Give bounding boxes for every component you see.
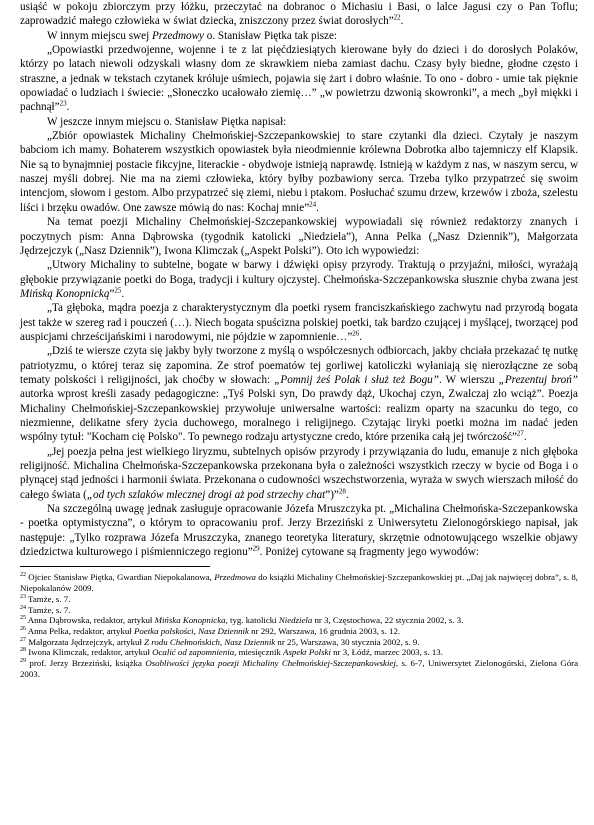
text-run: . Poniżej cytowane są fragmenty jego wywodów: [259,546,479,559]
italic-text: Przedmowa [214,572,256,583]
paragraph [20,115,578,129]
document-page [20,0,578,679]
footnote-ref: 24 [309,200,317,209]
footnote-ref: 27 [516,429,524,438]
italic-text: Mińską Konopnicką [20,287,110,300]
footnote [20,637,578,648]
text-run: nr 3, Częstochowa, 22 stycznia 2002, s. 3. [312,615,464,626]
text-run: do książki Michaliny Chełmońskiej-Szczepankowskiej pt. „Daj jak najwięcej dobra”, s. 8, Niepokalanów 2009. [20,572,578,594]
text-run: . [345,488,349,501]
footnote-number: 23 [20,593,26,600]
italic-text: Mińska Konopnicka [154,615,226,626]
italic-text: Nasz Dziennik [224,636,276,647]
italic-text: „Prezentuj broń” [498,373,578,386]
text-run: „Opowiastki przedwojenne, wojenne i te z lat pięćdziesiątych kierowane były do dzieci i do dorosłych Polaków, którzy po latach niewoli odzyskali własny dom ze skrawkiem nieba zamiast dachu. Czasy były biedne, głodne często i straszne, a jednak w tekstach czytanek króluje uśmiech, pojawia się żart i dobro właśnie. To ono - dobro - umie tak pięknie opowiadać o ludziach i świecie: „Słoneczko ucałowało ziemię…” „w powietrzu dzwonią skowronki”, a mech „był miękki i pachnął” [20,44,578,114]
italic-text: Niedziela [278,615,313,626]
footnote-number: 22 [20,572,26,579]
footnote-number: 24 [20,604,26,611]
footnotes [20,572,578,679]
text-run: W innym miejscu swej [47,29,152,42]
footnote [20,605,578,616]
footnote [20,647,578,658]
paragraph [20,0,578,29]
text-run: Tamże, s. 7. [26,604,71,615]
italic-text: Poetka polskości [133,625,194,636]
quote-paragraph [20,301,578,344]
footnote-number: 27 [20,636,26,643]
paragraph [20,215,578,258]
footnote [20,594,578,605]
text-run: nr 25, Warszawa, 30 stycznia 2002, s. 9. [275,636,420,647]
text-run: nr 292, Warszawa, 16 grudnia 2003, s. 12. [248,625,401,636]
text-run: ”)” [325,488,339,501]
text-run: „Zbiór opowiastek Michaliny Chełmońskiej-Szczepankowskiej to stare czytanki dla dzieci. Czytały je naszym babciom ich mamy. Bohaterem wszystkich opowiastek była nieodmiennie królewna Dobrotka albo tajemniczy elf Klapsik. Nie są to bynajmniej postacie fikcyjne, literackie - obydwoje istnieją naprawdę. Istnieją w każdym z nas, w naszym sercu, w naszej myśli dobrej. Nie ma na ziemi człowieka, który byłby pozbawiony serca. Trzeba tylko przypatrzeć się swoim intencjom, słowom i gestom. Albo przypatrzeć się ziemi, niebu i ptakom. Posłuchać szumu drzew, krzewów i zboża, szelestu liści i brzęku owadów. One zawsze mówią do nas: Kochaj mnie” [20,130,578,214]
text-run: Ojciec Stanisław Piętka, Gwardian Niepokalanowa, [26,572,215,583]
italic-text: Aspekt Polski [283,647,331,658]
text-run: , [193,625,199,636]
text-run: Na szczególną uwagę jednak zasługuje opracowanie Józefa Mruszczyka pt. „Michalina Chełmońska-Szczepankowska - poetka optymistyczna”, o którym to opracowaniu prof. Jerzy Brzeziński z Uniwersytetu Zielonogórskiego napisał, jak następuje: „Tylko rozprawa Józefa Mruszczyka, znanego teoretyka literatury, skrzętnie odnotowującego wszelkie objawy dziedzictwa kulturowego i piśmienniczego regionu” [20,503,578,559]
footnote [20,572,578,593]
text-run: Iwona Klimczak, redaktor, artykuł [26,647,153,658]
text-run: o. Stanisław Piętka tak pisze: [203,29,338,42]
text-run: . [359,330,363,343]
text-run: , [219,636,225,647]
quote-paragraph [20,258,578,301]
footnote-number: 28 [20,647,26,654]
footnote [20,626,578,637]
footnote-number: 25 [20,615,26,622]
italic-text: Nasz Dziennik [198,625,249,636]
text-run: „Ta głęboka, mądra poezja z charakterystycznym dla poetki rysem franciszkańskiego zachwytu nad przyrodą bogata jest także w szereg rad i pouczeń (…). Niech bogata spuścizna polskiej poetki, tak bardzo czującej i myślącej, tworzącej pod auspicjami chrześcijańskimi i narodowymi, nie pójdzie w zapomnienie…” [20,302,578,343]
footnote-ref: 25 [114,286,122,295]
italic-text: Ocalić od zapomnienia [152,647,235,658]
text-run: W jeszcze innym miejscu o. Stanisław Piętka napisał: [47,115,287,128]
quote-paragraph [20,129,578,215]
italic-text: „Pomnij żeś Polak i służ też Bogu” [274,373,439,386]
italic-text: „od tych szlaków mlecznej drogi aż pod strzechy chat [86,488,326,501]
text-run: , tyg. katolicki [225,615,279,626]
text-run: . [66,101,70,114]
footnote [20,615,578,626]
text-run: Anna Dąbrowska, redaktor, artykuł [26,615,155,626]
text-run: prof. Jerzy Brzeziński, książka [26,658,146,669]
text-run: „Dziś te wiersze czyta się jakby były tworzone z myślą o współczesnych odbiorcach, jakby chciała przekazać tę nutkę patriotyzmu, o której teraz się zapomina. Ze strof poematów tej gorliwej katoliczki wyłaniają się nierozłączne ze sobą tematy polskości i religijności, jak choćby w słowach: [20,345,578,386]
text-run: nr 3, Łódź, marzec 2003, s. 13. [330,647,443,658]
text-run: autorka wprost kreśli zasady pedagogiczne: „Tyś Polski syn, Do prawdy dąż, Ukochaj czyn, Zwalczaj zło wciąż”. Poezja Michaliny Chełmońskiej-Szczepankowskiej przywołuje uniwersalne wartości: realizm oparty na szacunku do tego, co niezmienne, delikatne sfery życia duchowego, moralnego i religijnego. Czytając liryki poetki można im nadać jeden wspólny tytuł: "Kocham cię Polsko". To pewnego rodzaju artystyczne credo, które przenika całą jej twórczość” [20,388,578,444]
paragraph [20,502,578,559]
quote-paragraph [20,344,578,444]
footnote [20,658,578,679]
text-run: Tamże, s. 7. [26,593,71,604]
main-text [20,0,578,559]
text-run: . [316,201,319,214]
text-run: „Utwory Michaliny to subtelne, bogate w barwy i dźwięki opisy przyrody. Traktują o przyjaźni, miłości, wyrażają głębokie przywiązanie poetki do Boga, tradycji i kultury ojczystej. Chełmońska-Szczepankowska słusznie chyba zwana jest [20,259,578,286]
text-run: ” [109,287,115,300]
footnote-ref: 23 [59,99,67,108]
quote-paragraph [20,445,578,502]
paragraph [20,29,578,43]
text-run: . [121,287,125,300]
text-run: . W wierszu [438,373,499,386]
footnote-number: 29 [20,658,26,665]
text-run: Na temat poezji Michaliny Chełmońskiej-Szczepankowskiej wypowiadali się również redaktorzy znanych i poczytnych pism: Anna Dąbrowska (tygodnik katolicki „Niedziela”), Anna Pelka („Nasz Dziennik”), Małgorzata Jędrzejczyk („Nasz Dziennik”), Iwona Klimczak („Aspekt Polski”). Oto ich wypowiedzi: [20,216,578,257]
footnote-ref: 28 [338,486,346,495]
text-run: Małgorzata Jędrzejczyk, artykuł [26,636,145,647]
text-run: usiąść w pokoju zbiorczym przy łóżku, przeczytać na dobranoc o Michasiu i Basi, o lalce Jagusi czy o Pan Toflu; zaprowadzić małego człowieka w świat dziecka, zniszczony przez świat dorosłych” [20,1,578,28]
text-run: , s. 6-7, Uniwersytet Zielonogórski, Zielona Góra 2003. [20,658,579,679]
footnote-separator [20,566,210,567]
text-run: Anna Pelka, redaktor, artykuł [26,625,134,636]
footnote-ref: 29 [252,544,260,553]
quote-paragraph [20,43,578,115]
italic-text: Przedmowy [152,29,204,42]
footnote-ref: 26 [352,329,360,338]
footnote-number: 26 [20,625,26,632]
italic-text: Z rodu Chełmońskich [144,636,220,647]
footnote-ref: 22 [393,13,401,22]
text-run: . [523,431,527,444]
text-run: , miesięcznik [234,647,284,658]
italic-text: Osobliwości języka poezji Michaliny Chełmońskiej-Szczepankowskiej [145,658,396,669]
text-run: „Jej poezja pełna jest wielkiego liryzmu, subtelnych opisów przyrody i przywiązania do ludu, emanuje z nich głęboka religijność. Michalina Chełmońska-Szczepankowska przekonana była o zależności wszystkich rzeczy w bycie od Boga i o płynącej stąd jedności i harmonii świata. Przekonana o cudowności wszechstworzenia, wyraża w swych wierszach miłość do całego świata ( [20,445,578,501]
text-run: . [400,15,404,28]
